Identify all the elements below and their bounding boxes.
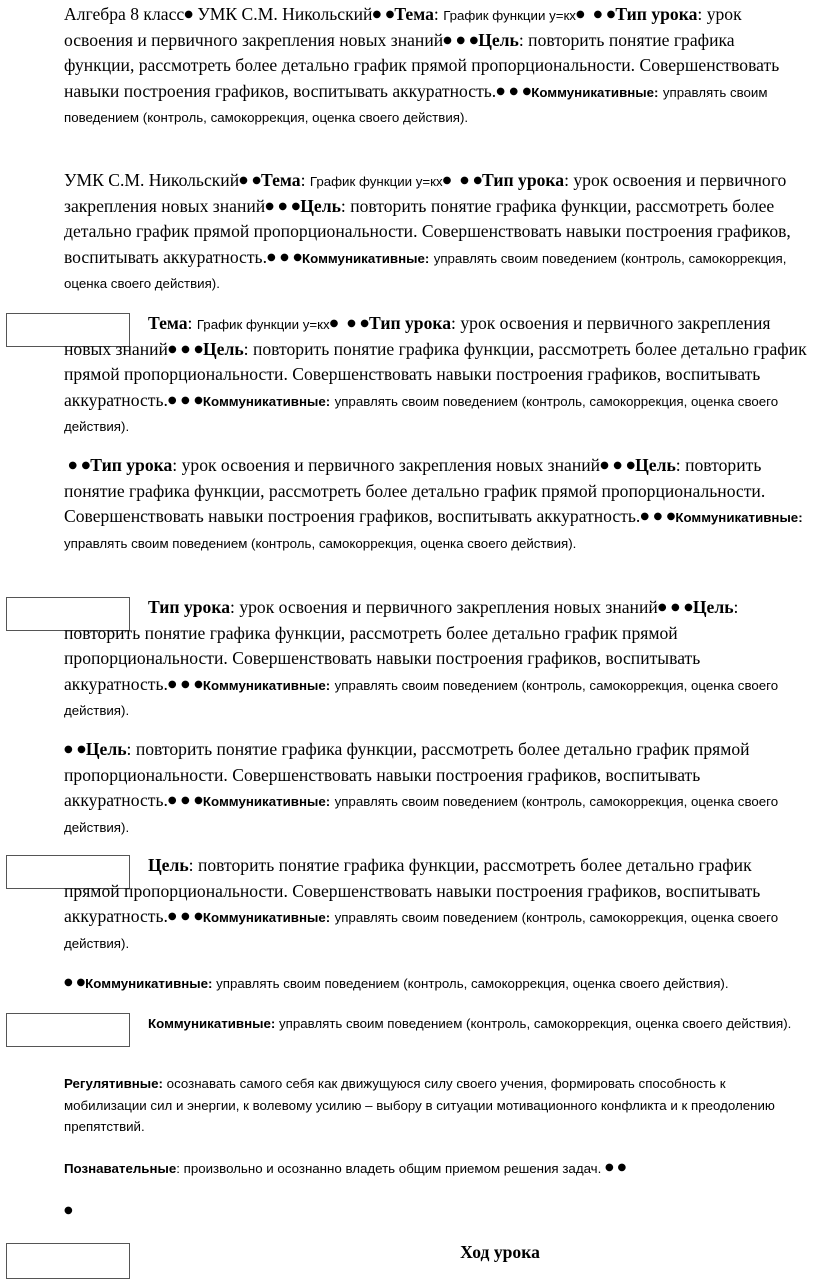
- bullet: ●: [64, 1205, 73, 1216]
- bullet: ●: [194, 343, 203, 355]
- tsel-value-2: Совершенствовать навыки построения графиков, воспитывать аккуратность.: [64, 506, 641, 527]
- bullet: ●: [329, 318, 339, 329]
- tsel-value-1: повторить понятие графика функции, рассмотреть более детально график прямой пропорциональности.: [64, 338, 807, 385]
- kommunikativnye-label: Коммуникативные:: [675, 510, 803, 526]
- bullet: ●: [575, 9, 585, 20]
- bullet: ●: [76, 977, 86, 988]
- tsel-label: Цель: [478, 29, 519, 50]
- bullet: ●: [522, 85, 532, 97]
- bullet: ●: [496, 85, 505, 97]
- tsel-label: Цель: [635, 455, 676, 475]
- tema-label: Тема: [148, 313, 188, 333]
- paragraph-3: Тема: График функции y=кх● ● ●Тип урока: урок освоения и первичного закрепления новых знаний● ● ●Цель: повторить понятие графика функции, рассмотреть более детально график прямой пропорциональности. Совершенствовать навыки построения графиков, воспитывать аккуратность.● ● ●Коммуникативные: управлять своим поведением (контроль, самокоррекция, оценка своего действия).: [64, 313, 807, 435]
- bullet: ●: [167, 343, 177, 355]
- bullet: ●: [194, 911, 203, 923]
- kommunikativnye-label: Коммуникативные:: [202, 393, 331, 409]
- bullet: ●: [617, 1162, 627, 1173]
- tsel-value-1: повторить понятие графика функции, рассмотреть более детально график прямой пропорциональности.: [64, 739, 750, 785]
- paragraph-7: Цель: повторить понятие графика функции, рассмотреть более детально график прямой пропорциональности. Совершенствовать навыки построения графиков, воспитывать аккуратность.● ● ●Коммуникативные: управлять своим поведением (контроль, самокоррекция, оценка своего действия).: [64, 855, 779, 951]
- paragraph-9: [64, 1013, 808, 1035]
- bullet: ●: [509, 85, 519, 97]
- bullet: ●: [77, 744, 86, 755]
- bullet: ●: [670, 602, 680, 613]
- bullet: ●: [360, 318, 370, 329]
- tsel-value-1: повторить понятие графика функции, рассмотреть более детально график прямой пропорциональности.: [64, 29, 735, 76]
- bullet: ●: [469, 34, 479, 46]
- kommunikativnye-value: управлять своим поведением (контроль, самокоррекция, оценка своего действия).: [64, 677, 779, 719]
- tip-uroka-value: урок освоения и первичного закрепления новых знаний: [64, 4, 742, 50]
- kommunikativnye-value: управлять своим поведением (контроль, самокоррекция, оценка своего действия).: [64, 84, 768, 126]
- tsel-value-2: Совершенствовать навыки построения графиков, воспитывать аккуратность.: [64, 55, 780, 101]
- tema-value: График функции y=кх: [443, 8, 576, 23]
- bullet: ●: [347, 318, 356, 329]
- paragraph-5: Тип урока: урок освоения и первичного закрепления новых знаний● ● ●Цель: повторить понятие графика функции, рассмотреть более детально график прямой пропорциональности. Совершенствовать навыки построения графиков, воспитывать аккуратность.● ● ●Коммуникативные: управлять своим поведением (контроль, самокоррекция, оценка своего действия).: [64, 597, 779, 719]
- poznavatelnye-value: произвольно и осознанно владеть общим приемом решения задач.: [183, 1161, 602, 1176]
- paragraph-4: ● ●Тип урока: урок освоения и первичного закрепления новых знаний● ● ●Цель: повторить понятие графика функции, рассмотреть более детально график прямой пропорциональности. Совершенствовать навыки построения графиков, воспитывать аккуратность.● ● ●Коммуникативные: управлять своим поведением (контроль, самокоррекция, оценка своего действия).: [64, 455, 803, 551]
- bullet: ●: [194, 678, 203, 690]
- bullet: ●: [167, 795, 177, 807]
- tip-uroka-label: Тип урока: [148, 597, 231, 617]
- kommunikativnye-label: Коммуникативные:: [148, 1016, 276, 1031]
- tip-uroka-label: Тип урока: [615, 4, 698, 24]
- tip-uroka-label: Тип урока: [369, 313, 452, 333]
- kommunikativnye-value: управлять своим поведением (контроль, самокоррекция, оценка своего действия).: [64, 393, 779, 435]
- umk-text: УМК С.М. Никольский: [197, 4, 373, 24]
- tsel-value-1: повторить понятие графика функции, рассмотреть более детально график прямой пропорциональности.: [64, 455, 766, 501]
- bullet: ●: [280, 251, 289, 263]
- paragraph-6: ● ●Цель: повторить понятие графика функции, рассмотреть более детально график прямой пропорциональности. Совершенствовать навыки построения графиков, воспитывать аккуратность.● ● ●Коммуникативные: управлять своим поведением (контроль, самокоррекция, оценка своего действия).: [64, 739, 779, 835]
- tsel-label: Цель: [85, 739, 127, 759]
- bullet: ●: [293, 251, 302, 263]
- tip-uroka-value: урок освоения и первичного закрепления новых знаний: [181, 455, 601, 475]
- bullet: ●: [64, 977, 73, 988]
- bullet: ●: [657, 602, 667, 613]
- tsel-value-2: Совершенствовать навыки построения графиков, воспитывать аккуратность.: [64, 364, 761, 410]
- bullet: ●: [385, 9, 395, 20]
- tsel-label: Цель: [300, 195, 341, 216]
- tip-uroka-value: урок освоения и первичного закрепления новых знаний: [64, 170, 787, 216]
- bullet: ●: [613, 460, 622, 471]
- bullet: ●: [278, 200, 288, 212]
- tip-uroka-label: Тип урока: [90, 455, 173, 475]
- bullet: ●: [194, 795, 203, 807]
- section-title: Ход урока: [460, 1242, 540, 1262]
- poznavatelnye-label: Познавательные: [64, 1161, 177, 1176]
- bullet: ●: [266, 251, 276, 263]
- tsel-value-2: Совершенствовать навыки построения графиков, воспитывать аккуратность.: [64, 764, 701, 811]
- tip-uroka-value: урок освоения и первичного закрепления новых знаний: [64, 313, 771, 359]
- paragraph-8: [64, 972, 808, 995]
- kommunikativnye-label: Коммуникативные:: [85, 976, 213, 991]
- subject-text: Алгебра 8 класс: [64, 4, 185, 24]
- bullet: ●: [252, 175, 262, 186]
- bullet: ●: [473, 175, 483, 186]
- tema-label: Тема: [394, 4, 434, 24]
- paragraph-regulyativnye: [64, 1073, 808, 1138]
- kommunikativnye-label: Коммуникативные:: [531, 84, 659, 100]
- tip-uroka-label: Тип урока: [482, 170, 565, 190]
- bullet: ●: [372, 9, 382, 20]
- tsel-value-1: повторить понятие графика функции, рассмотреть более детально график прямой пропорциональности.: [64, 622, 678, 669]
- bullet: ●: [605, 1162, 614, 1173]
- bullet: ●: [181, 911, 190, 923]
- kommunikativnye-label: Коммуникативные:: [202, 794, 331, 810]
- bullet: ●: [666, 511, 676, 523]
- paragraph-1: Алгебра 8 класс● УМК С.М. Никольский● ●Тема: График функции y=кх● ● ●Тип урока: урок освоения и первичного закрепления новых знаний● ● ●Цель: повторить понятие графика функции, рассмотреть более детально график прямой пропорциональности. Совершенствовать навыки построения графиков, воспитывать аккуратность.● ● ●Коммуникативные: управлять своим поведением (контроль, самокоррекция, оценка своего действия).: [64, 4, 780, 126]
- bullet: ●: [600, 460, 609, 471]
- tsel-value-2: Совершенствовать навыки построения графиков, воспитывать аккуратность.: [64, 880, 761, 927]
- bullet: ●: [684, 602, 693, 613]
- bullet: ●: [181, 678, 190, 690]
- regulyativnye-label: Регулятивные:: [64, 1076, 163, 1091]
- kommunikativnye-label: Коммуникативные:: [302, 250, 430, 266]
- bullet: ●: [64, 744, 73, 755]
- bullet: ●: [626, 460, 636, 471]
- bullet: ●: [456, 34, 466, 46]
- tsel-label: Цель: [148, 855, 189, 875]
- bullet: ●: [593, 9, 603, 20]
- tsel-label: Цель: [692, 597, 734, 617]
- bullet: ●: [167, 394, 177, 406]
- paragraph-2: УМК С.М. Никольский● ●Тема: График функции y=кх● ● ●Тип урока: урок освоения и первичного закрепления новых знаний● ● ●Цель: повторить понятие графика функции, рассмотреть более детально график прямой пропорциональности. Совершенствовать навыки построения графиков, воспитывать аккуратность.● ● ●Коммуникативные: управлять своим поведением (контроль, самокоррекция, оценка своего действия).: [64, 170, 791, 292]
- bullet: ●: [81, 460, 91, 471]
- kommunikativnye-value: управлять своим поведением (контроль, самокоррекция, оценка своего действия).: [64, 535, 577, 551]
- bullet: ●: [291, 200, 301, 212]
- bullet: ●: [443, 34, 452, 46]
- kommunikativnye-value: управлять своим поведением (контроль, самокоррекция, оценка своего действия).: [64, 250, 787, 292]
- kommunikativnye-value: управлять своим поведением (контроль, самокоррекция, оценка своего действия).: [64, 910, 779, 951]
- paragraph-bullet: [64, 1200, 808, 1223]
- kommunikativnye-value: управлять своим поведением (контроль, самокоррекция, оценка своего действия).: [216, 976, 729, 991]
- kommunikativnye-label: Коммуникативные:: [202, 677, 331, 693]
- bullet: ●: [184, 9, 193, 20]
- tema-label: Тема: [261, 170, 301, 190]
- bullet: ●: [640, 511, 650, 523]
- tsel-value-2: Совершенствовать навыки построения графиков, воспитывать аккуратность.: [64, 648, 701, 694]
- tema-value: График функции y=кх: [196, 317, 330, 332]
- bullet: ●: [167, 911, 177, 923]
- kommunikativnye-value: управлять своим поведением (контроль, самокоррекция, оценка своего действия).: [278, 1016, 792, 1031]
- bullet: ●: [442, 175, 452, 186]
- tip-uroka-value: урок освоения и первичного закрепления новых знаний: [239, 597, 658, 617]
- paragraph-poznavatelnye: Познавательные: произвольно и осознанно владеть общим приемом решения задач. ● ●: [64, 1161, 627, 1176]
- bullet: ●: [181, 394, 190, 406]
- bullet: ●: [181, 795, 190, 807]
- tsel-value-1: повторить понятие графика функции, рассмотреть более детально график прямой пропорциональности.: [64, 855, 752, 901]
- bullet: ●: [606, 9, 616, 20]
- bullet: ●: [194, 394, 203, 406]
- tema-value: График функции y=кх: [309, 174, 443, 189]
- bullet: ●: [265, 200, 274, 212]
- kommunikativnye-value: управлять своим поведением (контроль, самокоррекция, оценка своего действия).: [64, 794, 779, 835]
- kommunikativnye-label: Коммуникативные:: [202, 910, 331, 926]
- bullet: ●: [68, 460, 78, 471]
- umk-text: УМК С.М. Никольский: [64, 170, 240, 190]
- bullet: ●: [460, 175, 469, 186]
- bullet: ●: [239, 175, 248, 186]
- tsel-value-1: повторить понятие графика функции, рассмотреть более детально график прямой пропорциональности.: [64, 195, 775, 242]
- regulyativnye-value: осознавать самого себя как движущуюся силу своего учения, формировать способность к мобилизации сил и энергии, к волевому усилию – выбору в ситуации мотивационного конфликта и к преодолению препятствий.: [64, 1076, 775, 1134]
- tsel-label: Цель: [202, 338, 244, 359]
- bullet: ●: [181, 343, 190, 355]
- bullet: ●: [653, 511, 663, 523]
- bullet: ●: [167, 678, 177, 690]
- text-box: [6, 1243, 130, 1279]
- tsel-value-2: Совершенствовать навыки построения графиков, воспитывать аккуратность.: [64, 221, 791, 267]
